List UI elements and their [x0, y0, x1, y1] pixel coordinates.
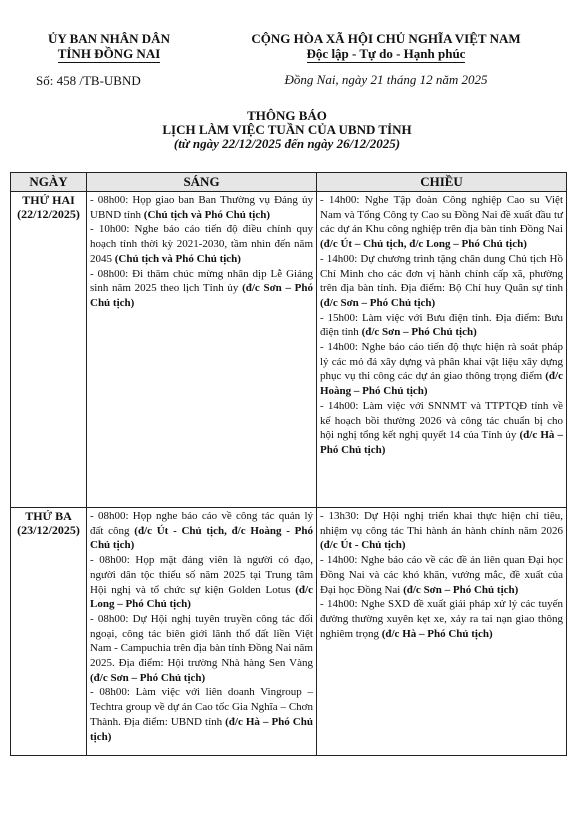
morning-cell — [87, 192, 317, 508]
table-header-row — [11, 173, 567, 192]
schedule-item: - 14h00: Nghe SXD đề xuất giải pháp xử lý các tuyến đường thường xuyên kẹt xe, xảy ra tai nạn giao thông nghiêm trọng (đ/c Hà – Phó Chủ tịch) — [320, 598, 563, 640]
nation-name: CỘNG HÒA XÃ HỘI CHỦ NGHĨA VIỆT NAM — [251, 31, 521, 46]
schedule-item: - 08h00: Đi thăm chúc mừng nhân dịp Lễ Giáng sinh năm 2025 theo lịch Tỉnh ủy (đ/c Sơn – Phó Chủ tịch) — [90, 267, 313, 309]
document-number: Số: 458 /TB-UBND — [36, 73, 141, 88]
table-row — [11, 508, 567, 756]
document-title-block — [0, 109, 574, 151]
agency-name: ỦY BAN NHÂN DÂN — [48, 31, 170, 46]
document-date: Đồng Nai, ngày 21 tháng 12 năm 2025 — [284, 72, 488, 87]
schedule-item: - 08h00: Làm việc với liên doanh Vingroup – Techtra group về dự án Cao tốc Gia Nghĩa – Chơn Thành. Địa điểm: UBND tỉnh (đ/c Hà – Phó Chủ tịch) — [90, 686, 313, 743]
schedule-item: - 08h00: Dự Hội nghị tuyên truyền công tác đối ngoại, công tác biên giới lãnh thổ đất liền Việt Nam - Campuchia trên địa bàn tỉnh Đồng Nai năm 2025. Địa điểm: Hội trường Nhà hàng Sen Vàng (đ/c Sơn – Phó Chủ tịch) — [90, 612, 313, 684]
afternoon-cell — [317, 508, 567, 756]
schedule-item: - 14h00: Dự chương trình tặng chân dung Chủ tịch Hồ Chí Minh cho các đơn vị hành chính cấp xã, phường trên địa bàn tỉnh. Địa điểm: Bộ Chỉ huy Quân sự tỉnh (đ/c Sơn – Phó Chủ tịch) — [320, 252, 563, 309]
document-title: THÔNG BÁO — [247, 108, 327, 123]
day-cell — [11, 508, 87, 756]
day-date: (23/12/2025) — [17, 523, 80, 537]
schedule-item: - 08h00: Họp mặt đảng viên là người có đạo, người dân tộc thiểu số năm 2025 tại Trung tâm Hội nghị và tổ chức sự kiện Golden Lotus (đ/c Long – Phó Chủ tịch) — [90, 554, 313, 611]
document-subtitle: LỊCH LÀM VIỆC TUẦN CỦA UBND TỈNH — [162, 122, 412, 137]
schedule-item: - 14h00: Làm việc với SNNMT và TTPTQĐ tỉnh về kế hoạch bồi thường 2026 và công tác chuẩn bị cho hội nghị tổng kết nghị quyết 14 của Tỉnh ủy (đ/c Hà – Phó Chủ tịch) — [320, 399, 563, 456]
day-name: THỨ HAI — [22, 193, 75, 207]
nation-header — [208, 31, 564, 63]
schedule-item: - 14h00: Nghe báo cáo về các đề án liên quan Đại học Đồng Nai và các khó khăn, vướng mắc, đề xuất của Đại học Đồng Nai (đ/c Sơn – Phó Chủ tịch) — [320, 554, 563, 596]
day-cell — [11, 192, 87, 508]
afternoon-cell — [317, 192, 567, 508]
agency-header — [14, 31, 204, 63]
schedule-item: - 08h00: Họp giao ban Ban Thường vụ Đảng ủy UBND tỉnh (Chủ tịch và Phó Chủ tịch) — [90, 194, 313, 221]
header-afternoon: CHIỀU — [317, 173, 567, 192]
document-date-range: (từ ngày 22/12/2025 đến ngày 26/12/2025) — [173, 136, 401, 151]
schedule-item: - 15h00: Làm việc với Bưu điện tỉnh. Địa điểm: Bưu điện tỉnh (đ/c Sơn – Phó Chủ tịch) — [320, 311, 563, 339]
morning-cell — [87, 508, 317, 756]
table-row — [11, 192, 567, 508]
agency-province: TỈNH ĐỒNG NAI — [57, 46, 161, 61]
nation-motto: Độc lập - Tự do - Hạnh phúc — [306, 46, 466, 61]
schedule-item: - 14h00: Nghe báo cáo tiến độ thực hiện rà soát pháp lý các mỏ đá xây dựng và phân khai vật liệu xây dựng phục vụ thi công các dự án giao thông trọng điểm (đ/c Hoàng – Phó Chủ tịch) — [320, 341, 563, 398]
day-name: THỨ BA — [25, 509, 72, 523]
schedule-table — [10, 172, 567, 756]
header-day: NGÀY — [11, 173, 87, 192]
header-morning: SÁNG — [87, 173, 317, 192]
schedule-item: - 08h00: Họp nghe báo cáo về công tác quản lý đất công (đ/c Út - Chủ tịch, đ/c Hoàng - Phó Chủ tịch) — [90, 510, 313, 552]
day-date: (22/12/2025) — [17, 207, 80, 221]
schedule-item: - 10h00: Nghe báo cáo tiến độ điều chỉnh quy hoạch tỉnh thời kỳ 2021-2030, tầm nhìn đến năm 2045 (Chủ tịch và Phó Chủ tịch) — [90, 223, 313, 265]
schedule-item: - 13h30: Dự Hội nghị triển khai thực hiện chỉ tiêu, nhiệm vụ công tác Thi hành án hành chính năm 2026 (đ/c Út - Chủ tịch) — [320, 510, 563, 552]
schedule-item: - 14h00: Nghe Tập đoàn Công nghiệp Cao su Việt Nam và Tổng Công ty Cao su Đồng Nai đề xuất đầu tư các dự án Khu công nghiệp trên địa bàn tỉnh Đồng Nai (đ/c Út – Chủ tịch, đ/c Long – Phó Chủ tịch) — [320, 194, 563, 251]
